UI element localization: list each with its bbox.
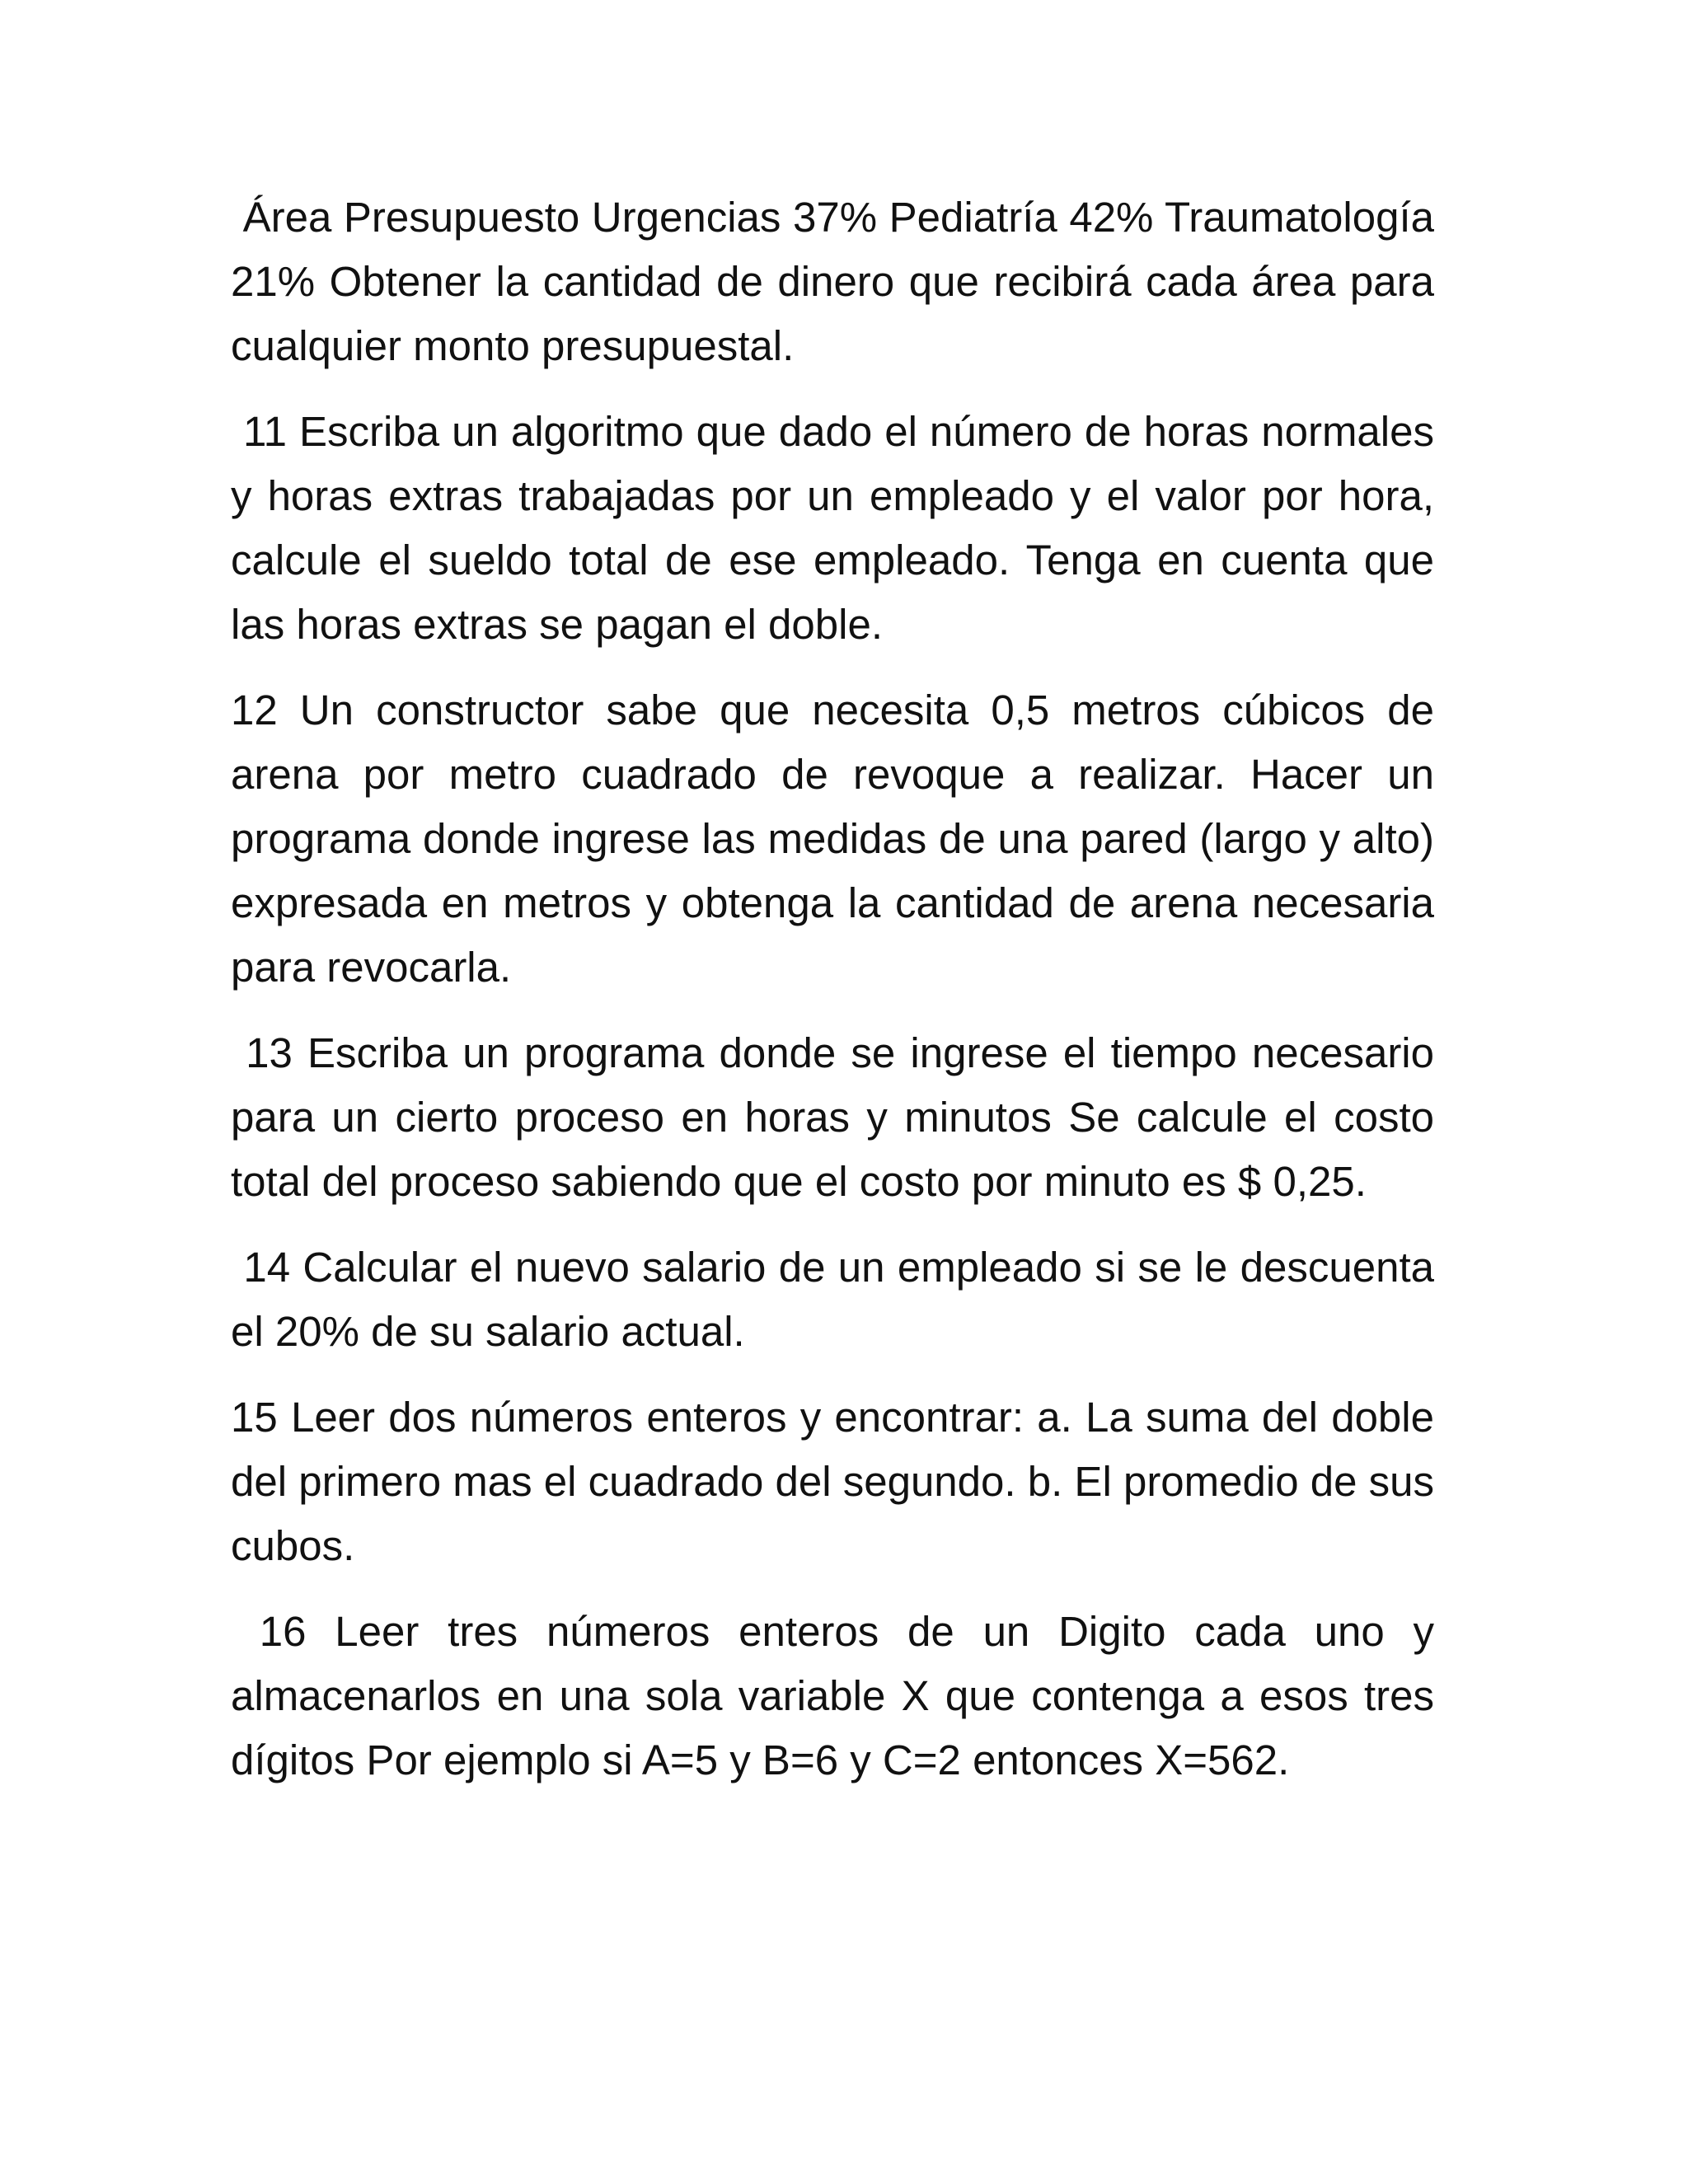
paragraph-exercise-12: 12 Un constructor sabe que necesita 0,5 metros cúbicos de arena por metro cuadrado de revoque a realizar. Hacer un programa donde ingrese las medidas de una pared (largo y alto) expresada en metros y obtenga la cantidad de arena necesaria para revocarla. [231,687,1447,991]
paragraph-exercise-11: 11 Escriba un algoritmo que dado el número de horas normales y horas extras trabajadas por un empleado y el valor por hora, calcule el sueldo total de ese empleado. Tenga en cuenta que las horas extras se pagan el doble. [231,408,1447,648]
paragraph-exercise-14: 14 Calcular el nuevo salario de un empleado si se le descuenta el 20% de su salario actual. [231,1244,1447,1355]
paragraph-exercise-13: 13 Escriba un programa donde se ingrese el tiempo necesario para un cierto proceso en horas y minutos Se calcule el costo total del proceso sabiendo que el costo por minuto es $ 0,25. [231,1029,1447,1205]
document-body [231,185,1447,1814]
paragraph-exercise-16: 16 Leer tres números enteros de un Digito cada uno y almacenarlos en una sola variable X que contenga a esos tres dígitos Por ejemplo si A=5 y B=6 y C=2 entonces X=562. [231,1608,1447,1783]
paragraph-exercise-15: 15 Leer dos números enteros y encontrar: a. La suma del doble del primero mas el cuadrado del segundo. b. El promedio de sus cubos. [231,1394,1447,1569]
paragraph-budget-areas: Área Presupuesto Urgencias 37% Pediatría 42% Traumatología 21% Obtener la cantidad de dinero que recibirá cada área para cualquier monto presupuestal. [231,194,1447,369]
